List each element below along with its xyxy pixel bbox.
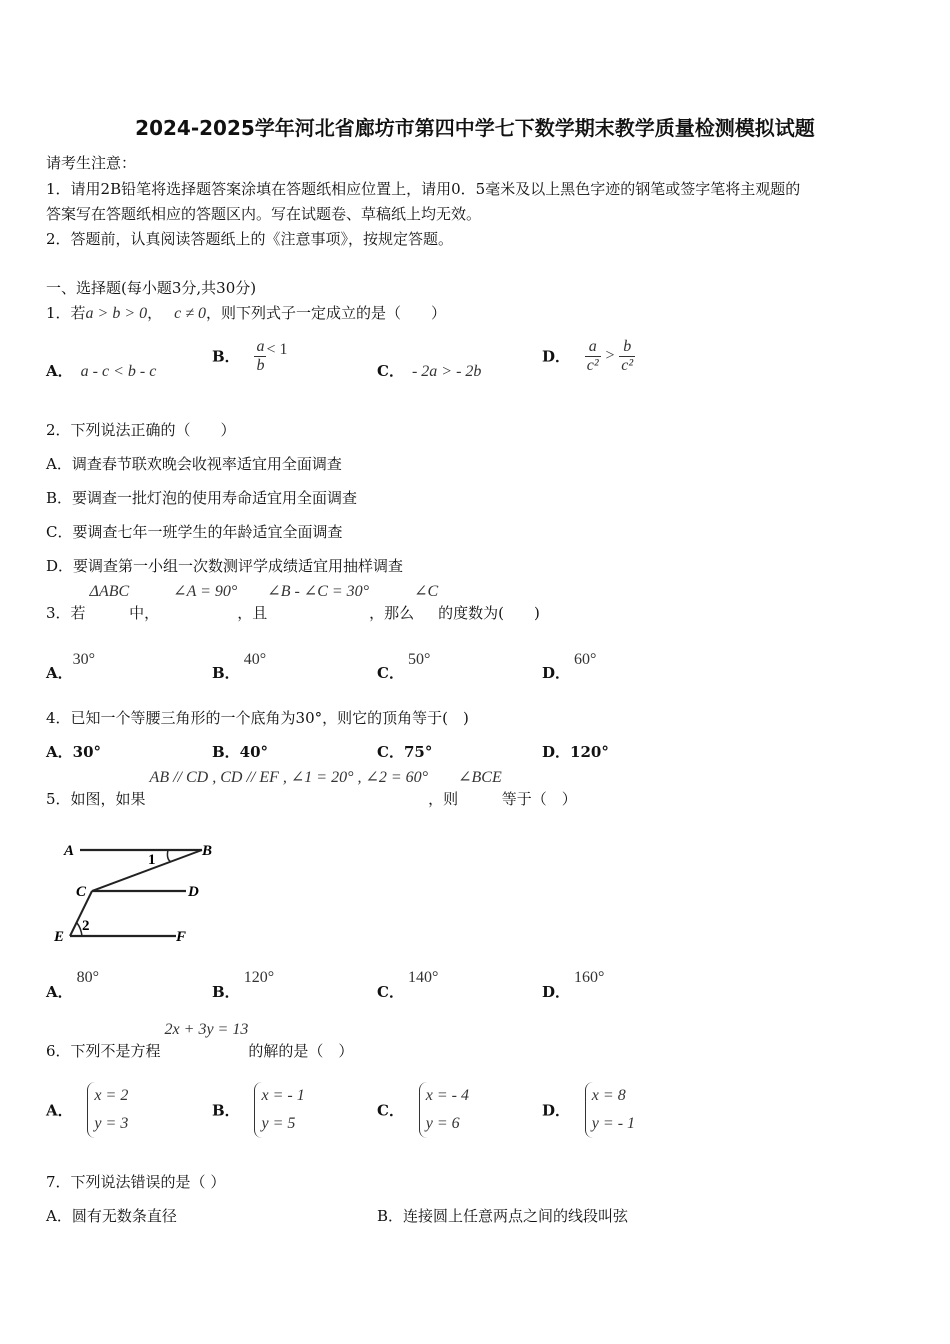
question-4-option-b[interactable]: B．40° — [212, 743, 269, 761]
question-6-option-d[interactable]: D． x = 8 y = - 1 — [542, 1082, 635, 1138]
notice-line-2: 2．答题前，认真阅读答题纸上的《注意事项》，按规定答题。 — [46, 230, 454, 248]
question-7-option-a[interactable]: A．圆有无数条直径 — [46, 1207, 177, 1225]
question-5-option-b[interactable]: B．120° — [212, 969, 275, 1001]
question-3-stem: 3．若ΔABC中，∠A = 90°，且∠B - ∠C = 30°，那么∠C的度数为( ) — [46, 583, 540, 622]
figure-label-b: B — [202, 843, 213, 859]
question-5-stem: 5．如图，如果AB // CD , CD // EF , ∠1 = 20° , ∠2 = 60°，则∠BCE等于（ ） — [46, 769, 577, 808]
figure-label-a: A — [64, 843, 75, 859]
section-heading: 一、选择题(每小题3分,共30分) — [46, 279, 257, 297]
question-2-stem: 2．下列说法正确的（ ） — [46, 421, 236, 439]
question-1-option-a[interactable]: A． a - c < b - c — [46, 362, 157, 380]
question-4-option-d[interactable]: D．120° — [542, 743, 609, 761]
question-3-option-d[interactable]: D．60° — [542, 651, 597, 682]
question-3-option-a[interactable]: A．30° — [46, 651, 96, 682]
page-title: 2024-2025学年河北省廊坊市第四中学七下数学期末教学质量检测模拟试题 — [135, 116, 815, 140]
figure-label-f: F — [176, 929, 187, 945]
question-2-option-b[interactable]: B．要调查一批灯泡的使用寿命适宜用全面调查 — [46, 489, 358, 507]
notice-line-1b: 答案写在答题纸相应的答题区内。写在试题卷、草稿纸上均无效。 — [46, 205, 482, 223]
question-4-stem: 4．已知一个等腰三角形的一个底角为30°，则它的顶角等于( ) — [46, 709, 469, 727]
question-6-option-a[interactable]: A． x = 2 y = 3 — [46, 1082, 128, 1138]
figure-label-c: C — [76, 884, 87, 900]
question-1-stem: 1．若a > b > 0， c ≠ 0，则下列式子一定成立的是（ ） — [46, 304, 447, 322]
question-4-option-c[interactable]: C．75° — [377, 743, 433, 761]
question-1-option-c[interactable]: C． - 2a > - 2b — [377, 362, 482, 380]
question-2-option-c[interactable]: C．要调查七年一班学生的年龄适宜全面调查 — [46, 523, 343, 541]
question-5-figure — [52, 835, 222, 950]
question-2-option-a[interactable]: A．调查春节联欢晚会收视率适宜用全面调查 — [46, 455, 342, 473]
question-5-option-c[interactable]: C．140° — [377, 969, 439, 1001]
question-7-option-b[interactable]: B．连接圆上任意两点之间的线段叫弦 — [377, 1207, 629, 1225]
figure-label-d: D — [188, 884, 199, 900]
question-6-option-c[interactable]: C． x = - 4 y = 6 — [377, 1082, 469, 1138]
figure-angle-2: 2 — [82, 918, 90, 934]
question-1-option-d[interactable]: D． $\frac{a}{\text{c²}}$ > $\frac{b}{\text{c²}}$ — [542, 338, 634, 374]
question-3-option-b[interactable]: B．40° — [212, 651, 267, 682]
question-1-option-b[interactable]: B． $\frac{a}{b}$ < 1 — [212, 338, 288, 374]
question-3-option-c[interactable]: C．50° — [377, 651, 431, 682]
notice-heading: 请考生注意： — [46, 154, 137, 172]
question-6-stem: 6．下列不是方程2x + 3y = 13的解的是（ ） — [46, 1021, 354, 1060]
question-4-option-a[interactable]: A．30° — [46, 743, 102, 761]
question-7-stem: 7．下列说法错误的是（ ） — [46, 1173, 226, 1191]
question-2-option-d[interactable]: D．要调查第一小组一次数测评学成绩适宜用抽样调查 — [46, 557, 404, 575]
question-5-option-a[interactable]: A．80° — [46, 969, 100, 1001]
notice-line-1a: 1．请用2B铅笔将选择题答案涂填在答题纸相应位置上，请用0．5毫米及以上黑色字迹的钢笔或签字笔将主观题的 — [46, 180, 801, 198]
figure-angle-1: 1 — [148, 852, 156, 868]
question-6-option-b[interactable]: B． x = - 1 y = 5 — [212, 1082, 305, 1138]
question-5-option-d[interactable]: D．160° — [542, 969, 605, 1001]
figure-label-e: E — [54, 929, 65, 945]
